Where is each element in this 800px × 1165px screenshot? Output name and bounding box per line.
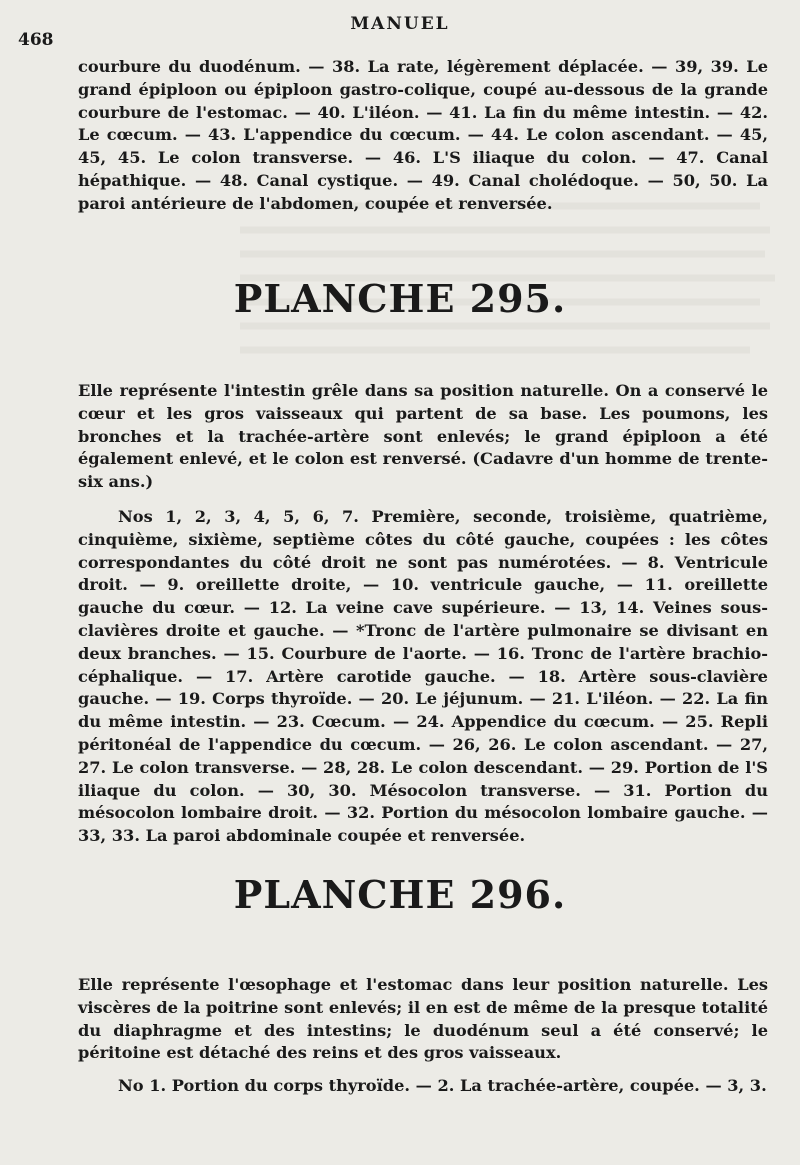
running-head: MANUEL — [350, 14, 450, 34]
continued-legend-text: courbure du duodénum. — 38. La rate, légèrement déplacée. — 39, 39. Le grand épiploon ou épiploon gastro-colique, coupé au-dessous de la grande courbure de l'estomac. — 40. L'iléon. — 41. La fin du même intestin. — 42. Le cœcum. — 43. L'appendice du cœcum. — 44. Le colon ascendant. — 45, 45, 45. Le colon transverse. — 46. L'S iliaque du colon. — 47. Canal hépathique. — 48. Canal cystique. — 49. Canal cholédoque. — 50, 50. La paroi antérieure de l'abdomen, coupée et renversée. — [78, 57, 768, 213]
plate-296-intro: Elle représente l'œsophage et l'estomac dans leur position naturelle. Les viscères de la poitrine sont enlevés; il en est de même de la presque totalité du diaphragme et des intestins; le duodénum seul a été conservé; le péritoine est détaché des reins et des gros vaisseaux. — [78, 975, 768, 1063]
plate-295-body — [78, 380, 768, 848]
plate-296-legend: No 1. Portion du corps thyroïde. — 2. La trachée-artère, coupée. — 3, 3. — [118, 1076, 767, 1096]
page-number: 468 — [18, 30, 54, 50]
plate-295-intro: Elle représente l'intestin grêle dans sa position naturelle. On a conservé le cœur et les gros vaisseaux qui partent de sa base. Les poumons, les bronches et la trachée-artère sont enlevés; le grand épiploon a été également enlevé, et le colon est renversé. (Cadavre d'un homme de trente-six ans.) — [78, 381, 768, 492]
plate-295-legend: Nos 1, 2, 3, 4, 5, 6, 7. Première, seconde, troisième, quatrième, cinquième, sixième, septième côtes du côté gauche, coupées : les côtes correspondantes du côté droit ne sont pas numérotées. — 8. Ventricule droit. — 9. oreillette droite, — 10. ventricule gauche, — 11. oreillette gauche du cœur. — 12. La veine cave supérieure. — 13, 14. Veines sous-clavières droite et gauche. — *Tronc de l'artère pulmonaire se divisant en deux branches. — 15. Courbure de l'aorte. — 16. Tronc de l'artère brachio-céphalique. — 17. Artère carotide gauche. — 18. Artère sous-clavière gauche. — 19. Corps thyroïde. — 20. Le jéjunum. — 21. L'iléon. — 22. La fin du même intestin. — 23. Cœcum. — 24. Appendice du cœcum. — 25. Repli péritonéal de l'appendice du cœcum. — 26, 26. Le colon ascendant. — 27, 27. Le colon transverse. — 28, 28. Le colon descendant. — 29. Portion de l'S iliaque du colon. — 30, 30. Mésocolon transverse. — 31. Portion du mésocolon lombaire droit. — 32. Portion du mésocolon lombaire gauche. — 33, 33. La paroi abdominale coupée et renversée. — [78, 506, 768, 846]
plate-heading-296: PLANCHE 296. — [233, 872, 567, 917]
plate-296-body — [78, 974, 768, 1098]
plate-heading-295: PLANCHE 295. — [233, 276, 567, 321]
continued-legend — [78, 56, 768, 216]
